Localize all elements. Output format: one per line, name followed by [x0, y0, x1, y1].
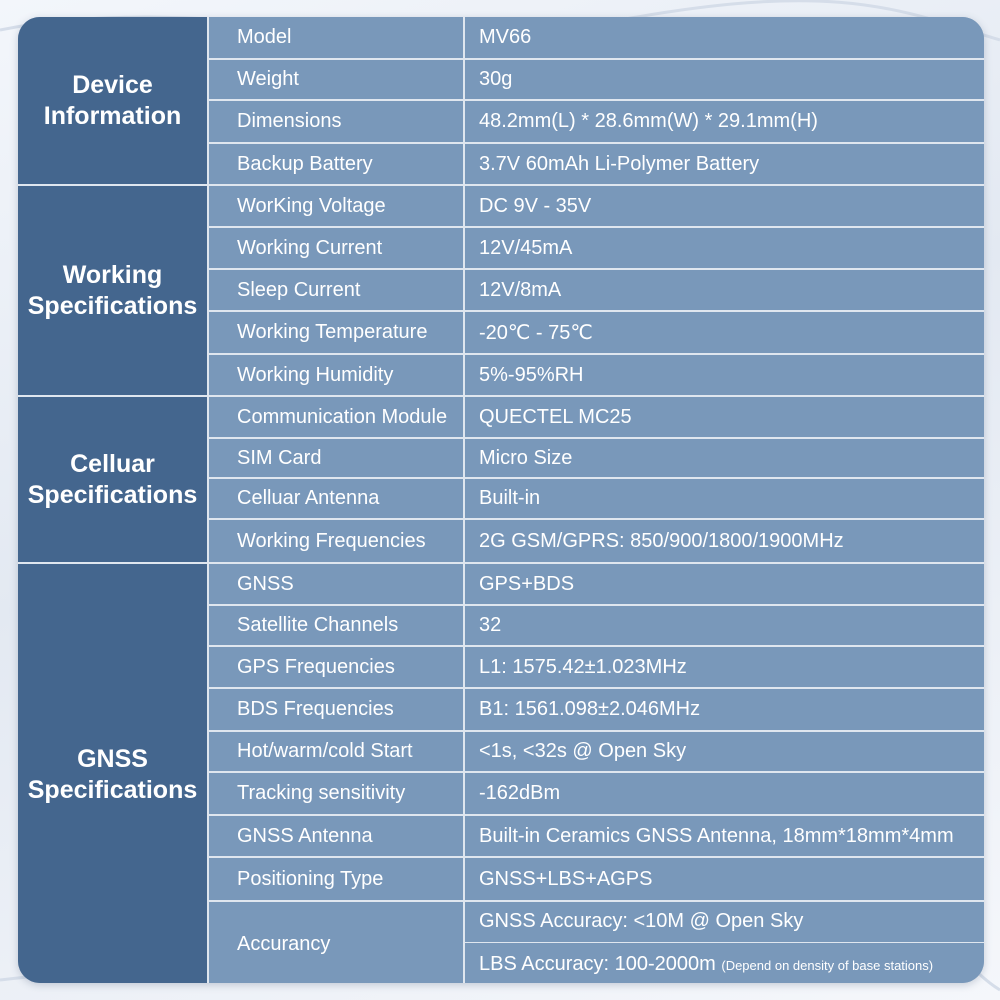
label-weight: Weight — [208, 59, 464, 100]
value-working-current: 12V/45mA — [464, 227, 984, 269]
section-title-gnss-specifications: GNSS Specifications — [18, 563, 208, 983]
value-positioning-type: GNSS+LBS+AGPS — [464, 857, 984, 901]
label-working-frequencies: Working Frequencies — [208, 519, 464, 563]
spec-table — [18, 17, 984, 983]
label-gnss-antenna: GNSS Antenna — [208, 815, 464, 857]
label-model: Model — [208, 17, 464, 59]
value-gnss-antenna: Built-in Ceramics GNSS Antenna, 18mm*18mm*4mm — [464, 815, 984, 857]
label-dimensions: Dimensions — [208, 100, 464, 143]
value-working-temperature: -20℃ - 75℃ — [464, 311, 984, 354]
label-sim-card: SIM Card — [208, 438, 464, 478]
label-gps-frequencies: GPS Frequencies — [208, 646, 464, 688]
value-sim-card: Micro Size — [464, 438, 984, 478]
label-working-voltage: WorKing Voltage — [208, 185, 464, 227]
value-gnss: GPS+BDS — [464, 563, 984, 605]
value-communication-module: QUECTEL MC25 — [464, 396, 984, 438]
value-lbs-accuracy — [464, 942, 984, 983]
value-sleep-current: 12V/8mA — [464, 269, 984, 311]
value-working-voltage: DC 9V - 35V — [464, 185, 984, 227]
value-start-time: <1s, <32s @ Open Sky — [464, 731, 984, 772]
label-start-time: Hot/warm/cold Start — [208, 731, 464, 772]
value-celluar-antenna: Built-in — [464, 478, 984, 519]
value-gnss-accuracy: GNSS Accuracy: <10M @ Open Sky — [464, 901, 984, 942]
value-dimensions: 48.2mm(L) * 28.6mm(W) * 29.1mm(H) — [464, 100, 984, 143]
value-working-frequencies: 2G GSM/GPRS: 850/900/1800/1900MHz — [464, 519, 984, 563]
label-positioning-type: Positioning Type — [208, 857, 464, 901]
value-tracking-sensitivity: -162dBm — [464, 772, 984, 815]
lbs-accuracy-note: (Depend on density of base stations) — [721, 958, 934, 974]
label-gnss: GNSS — [208, 563, 464, 605]
value-working-humidity: 5%-95%RH — [464, 354, 984, 396]
label-tracking-sensitivity: Tracking sensitivity — [208, 772, 464, 815]
label-accuracy: Accurancy — [208, 901, 464, 983]
label-satellite-channels: Satellite Channels — [208, 605, 464, 646]
label-communication-module: Communication Module — [208, 396, 464, 438]
value-satellite-channels: 32 — [464, 605, 984, 646]
label-celluar-antenna: Celluar Antenna — [208, 478, 464, 519]
value-bds-frequencies: B1: 1561.098±2.046MHz — [464, 688, 984, 731]
label-working-current: Working Current — [208, 227, 464, 269]
label-backup-battery: Backup Battery — [208, 143, 464, 185]
value-backup-battery: 3.7V 60mAh Li-Polymer Battery — [464, 143, 984, 185]
label-working-temperature: Working Temperature — [208, 311, 464, 354]
section-title-device-information: Device Information — [18, 17, 208, 185]
section-title-working-specifications: Working Specifications — [18, 185, 208, 396]
spec-table-card — [18, 17, 984, 983]
value-gps-frequencies: L1: 1575.42±1.023MHz — [464, 646, 984, 688]
section-title-celluar-specifications: Celluar Specifications — [18, 396, 208, 563]
value-model: MV66 — [464, 17, 984, 59]
lbs-accuracy-text: LBS Accuracy: 100-2000m — [479, 953, 716, 976]
label-bds-frequencies: BDS Frequencies — [208, 688, 464, 731]
label-working-humidity: Working Humidity — [208, 354, 464, 396]
value-weight: 30g — [464, 59, 984, 100]
label-sleep-current: Sleep Current — [208, 269, 464, 311]
